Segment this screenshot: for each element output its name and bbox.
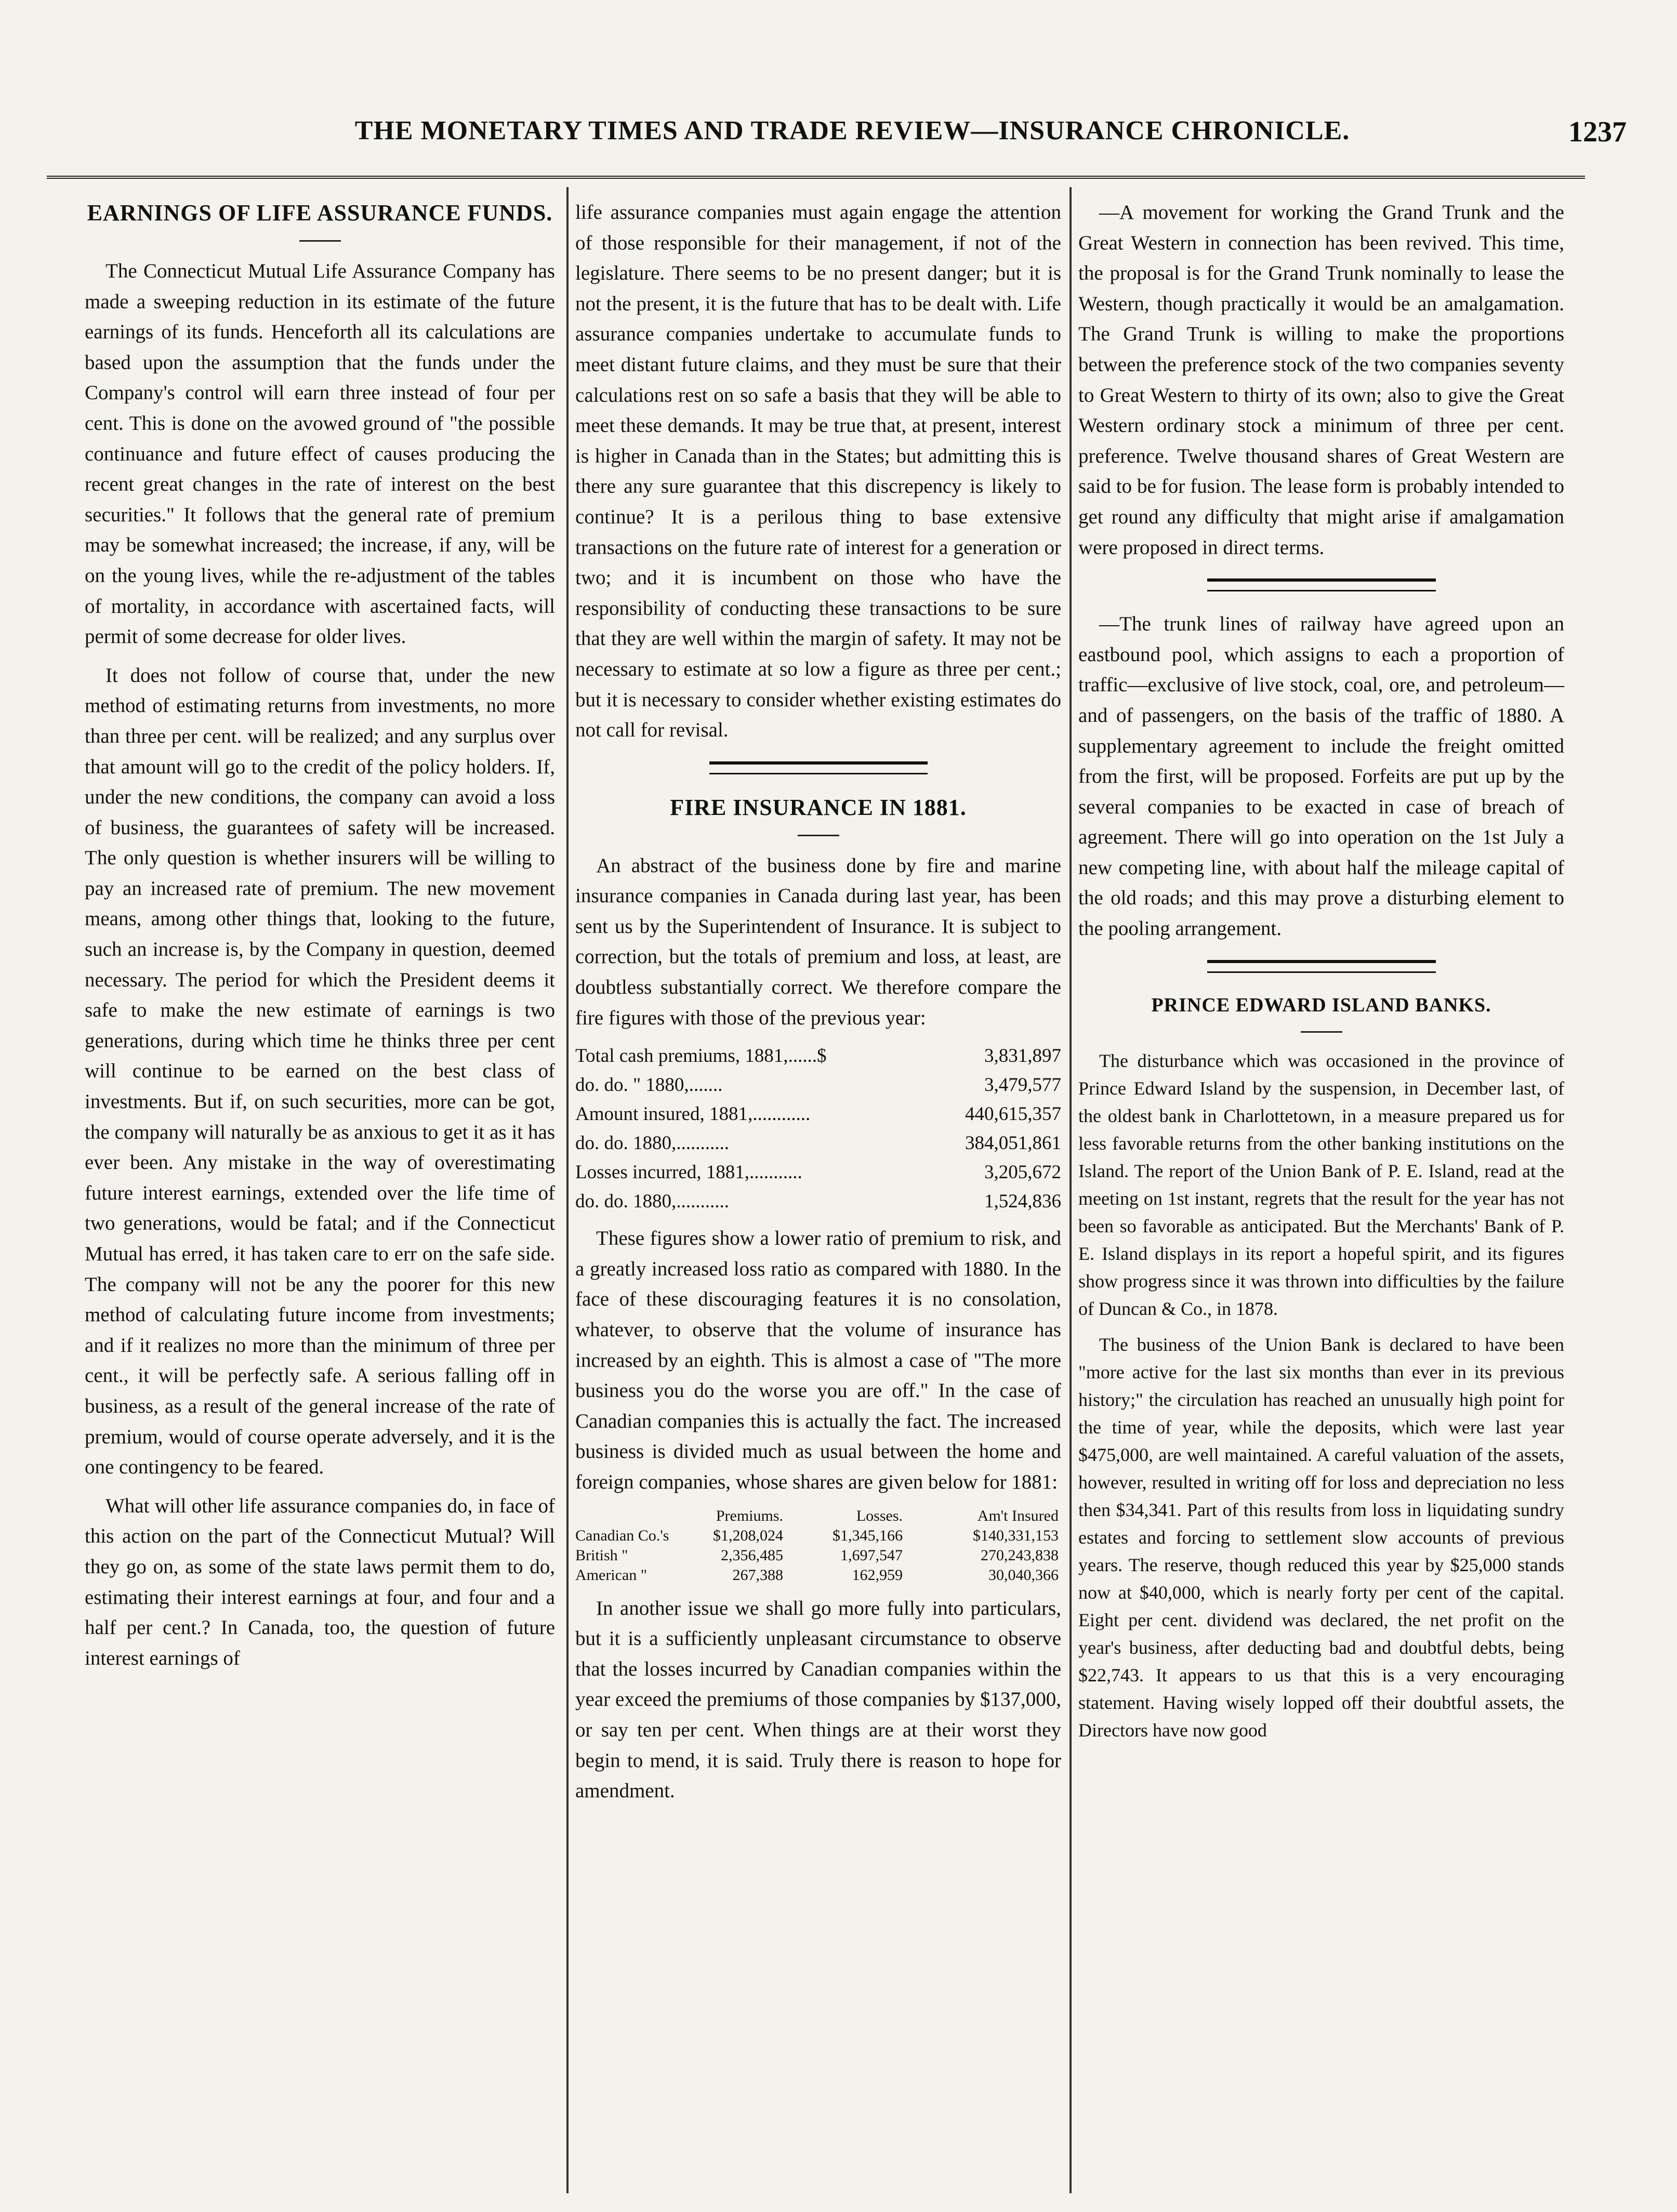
table-cell: Canadian Co.'s [575,1526,669,1544]
heading-rule [1301,1031,1342,1033]
paragraph: The Connecticut Mutual Life Assurance Company has made a sweeping reduction in its estimate of the future earnings of its funds. Henceforth all its calculations are based upon the assumption that the funds under the Company's control will earn three instead of four per cent. This is done on the avowed ground of "the possible continuance and future effect of causes producing the recent great changes in the rate of interest on the best securities." It follows that the general rate of premium may be somewhat increased; the increase, if any, will be on the young lives, while the re-adjustment of the tables of mortality, in accordance with ascertained facts, will permit of some decrease for older lives. [85,260,555,648]
table-cell: $140,331,153 [973,1526,1059,1544]
paragraph: —The trunk lines of railway have agreed upon an eastbound pool, which assigns to each a proportion of traffic—exclusive of live stock, coal, ore, and petroleum—and of passengers, on the basis of the traffic of 1880. A supplementary agreement to include the freight omitted from the first, will be proposed. Forfeits are put up by the several companies to be exacted in case of breach of agreement. There will go into operation on the 1st July a new competing line, with about half the mileage capital of the old roads; and this may prove a disturbing element to the pooling arrangement. [1078,613,1564,940]
column-divider [1069,187,1072,2193]
stat-value: 1,524,836 [984,1191,1061,1213]
stat-value: 3,831,897 [984,1045,1061,1067]
table-cell: 270,243,838 [981,1546,1059,1564]
table-cell: 267,388 [732,1566,783,1584]
column-divider [566,187,569,2193]
stat-value: 3,205,672 [984,1162,1061,1183]
stat-row [575,1100,1061,1129]
table-cell: 162,959 [852,1566,903,1584]
table-row [575,1526,1061,1546]
stat-row [575,1042,1061,1071]
paragraph: The disturbance which was occasioned in the province of Prince Edward Island by the suspension, in December last, of the oldest bank in Charlottetown, in a measure prepared us for less favorable returns from the other banking institutions on the Island. The report of the Union Bank of P. E. Island, read at the meeting on 1st instant, regrets that the result for the year has not been so favorable as anticipated. But the Merchants' Bank of P. E. Island displays in its report a hopeful spirit, and its figures show progress since it was thrown into difficulties by the failure of Duncan & Co., in 1878. [1078,1050,1564,1319]
section-ornament-rule [1207,960,1436,973]
header-rule [47,176,1585,179]
stat-row [575,1158,1061,1187]
paragraph: What will other life assurance companies do, in face of this action on the part of the Connecticut Mutual? Will they go on, as some of the state laws permit them to do, estimating their interest earnings at four, and four and a half per cent.? In Canada, too, the question of future interest earnings of [85,1494,555,1669]
stat-row [575,1187,1061,1216]
table-cell: 1,697,547 [840,1546,903,1564]
stat-label: do. do. 1880,........... [575,1191,729,1213]
stat-value: 3,479,577 [984,1074,1061,1096]
table-row [575,1546,1061,1565]
table-header: Losses. [856,1507,903,1524]
stat-row [575,1129,1061,1158]
section-ornament-rule [709,761,928,774]
paragraph: It does not follow of course that, under the new method of estimating returns from investments, no more than three per cent. will be realized; and any surplus over that amount will go to the credit of the policy holders. If, under the new conditions, the company can avoid a loss of business, the guarantees of safety will be increased. The only question is whether insurers will be willing to pay an increased rate of premium. The new movement means, among other things that, looking to the future, such an increase is, by the Company in question, deemed necessary. The period for which the President deems it safe to make the new estimate of earnings is two generations, during which time he thinks three per cent will continue to be earned on the best class of investments. But if, on such securities, more can be got, the company will naturally be as anxious to get it as it has ever been. Any mistake in the way of overestimating future interest earnings, extended over the life time of two generations, would be fatal; and if the Connecticut Mutual has erred, it has taken care to err on the safe side. The company will not be any the poorer for this new method of calculating future income from investments; and if it realizes no more than the minimum of three per cent., it will be perfectly safe. A serious falling off in business, as a result of the general increase of the rate of premium, would of course operate adversely, and it is the one contingency to be feared. [85,664,555,1479]
table-header [575,1506,679,1526]
table-row [575,1565,1061,1585]
paragraph: An abstract of the business done by fire and marine insurance companies in Canada during last year, has been sent us by the Superintendent of Insurance. It is subject to correction, but the totals of premium and loss, at least, are doubtless substantially correct. We therefore compare the fire figures with those of the previous year: [575,854,1061,1029]
publication-title: THE MONETARY TIMES AND TRADE REVIEW—INSURANCE CHRONICLE. [354,116,1350,146]
heading-rule [798,835,839,836]
column-1 [85,198,555,1682]
stat-label: do. do. 1880,........... [575,1133,729,1154]
page-header [47,115,1637,162]
table-cell: American " [575,1566,648,1584]
article-heading-fire-insurance: FIRE INSURANCE IN 1881. [670,794,967,820]
paragraph: —A movement for working the Grand Trunk and the Great Western in connection has been revived. This time, the proposal is for the Grand Trunk nominally to lease the Western, though practically it would be an amalgamation. The Grand Trunk is willing to make the proportions between the preference stock of the two companies seventy to Great Western to thirty of its own; also to give the Great Western ordinary stock a minimum of three per cent. preference. Twelve thousand shares of Great Western are said to be for fusion. The lease form is probably intended to get round any difficulty that might arise if amalgamation were proposed in direct terms. [1078,201,1564,559]
company-shares-table [575,1506,1061,1585]
table-cell: 30,040,366 [988,1566,1059,1584]
article-heading-pei-banks: PRINCE EDWARD ISLAND BANKS. [1151,994,1491,1016]
table-header: Premiums. [716,1507,783,1524]
article-heading-earnings: EARNINGS OF LIFE ASSURANCE FUNDS. [87,200,553,226]
stat-label: Amount insured, 1881,............ [575,1103,811,1125]
table-header-row [575,1506,1061,1526]
column-3 [1078,198,1564,1753]
stat-value: 384,051,861 [965,1133,1061,1154]
stat-label: Losses incurred, 1881,........... [575,1162,802,1183]
paragraph: life assurance companies must again engage the attention of those responsible for their management, if not of the legislature. There seems to be no present danger; but it is not the present, it is the future that has to be dealt with. Life assurance companies undertake to accumulate funds to meet distant future claims, and they must be sure that their calculations rest on so safe a basis that they will be able to meet these demands. It may be true that, at present, interest is higher in Canada than in the States; but admitting this is there any sure guarantee that this discrepency is likely to continue? It is a perilous thing to base extensive transactions on the future rate of interest for a generation or two; and it is incumbent on those who have the responsibility of conducting these transactions to be sure that they are well within the margin of safety. It may not be necessary to estimate at so low a figure as three per cent.; but it is necessary to consider whether existing estimates do not call for revisal. [575,201,1061,742]
table-header: Am't Insured [977,1507,1059,1524]
table-cell: 2,356,485 [721,1546,783,1564]
paragraph: These figures show a lower ratio of premium to risk, and a greatly increased loss ratio as compared with 1880. In the face of these discouraging features it is no consolation, whatever, to observe that the volume of insurance has increased by an eighth. This is almost a case of "The more business you do the worse you are off." In the case of Canadian companies this is actually the fact. The increased business is divided much as usual between the home and foreign companies, whose shares are given below for 1881: [575,1227,1061,1493]
table-cell: $1,208,024 [713,1526,783,1544]
paragraph: The business of the Union Bank is declared to have been "more active for the last six months than ever in its previous history;" the circulation has reached an unusually high point for the time of year, while the deposits, which were last year $475,000, are well maintained. A careful valuation of the assets, however, resulted in writing off for loss and depreciation no less then $34,341. Part of this results from loss in liquidating sundry estates and forcing to settlement slow accounts of previous years. The reserve, though reduced this year by $25,000 stands now at $40,000, which is nearly forty per cent of the capital. Eight per cent. dividend was declared, the net profit on the year's business, after deducting bad and doubtful debts, being $22,743. It appears to us that this is a very encouraging statement. Having wisely lopped off their doubtful assets, the Directors have now good [1078,1334,1564,1741]
paragraph: In another issue we shall go more fully into particulars, but it is a sufficiently unpleasant circumstance to observe that the losses incurred by Canadian companies within the year exceed the premiums of those companies by $137,000, or say ten per cent. When things are at their worst they begin to mend, it is said. Truly there is reason to hope for amendment. [575,1597,1061,1802]
heading-rule [299,240,341,242]
page-number: 1237 [1568,116,1627,148]
stat-label: do. do. " 1880,....... [575,1074,723,1096]
stat-value: 440,615,357 [965,1103,1061,1125]
table-cell: British " [575,1546,628,1564]
stat-row [575,1071,1061,1100]
section-ornament-rule [1207,578,1436,591]
fire-statistics [575,1042,1061,1216]
column-2 [575,198,1061,1815]
table-cell: $1,345,166 [833,1526,903,1544]
stat-label: Total cash premiums, 1881,......$ [575,1045,827,1067]
